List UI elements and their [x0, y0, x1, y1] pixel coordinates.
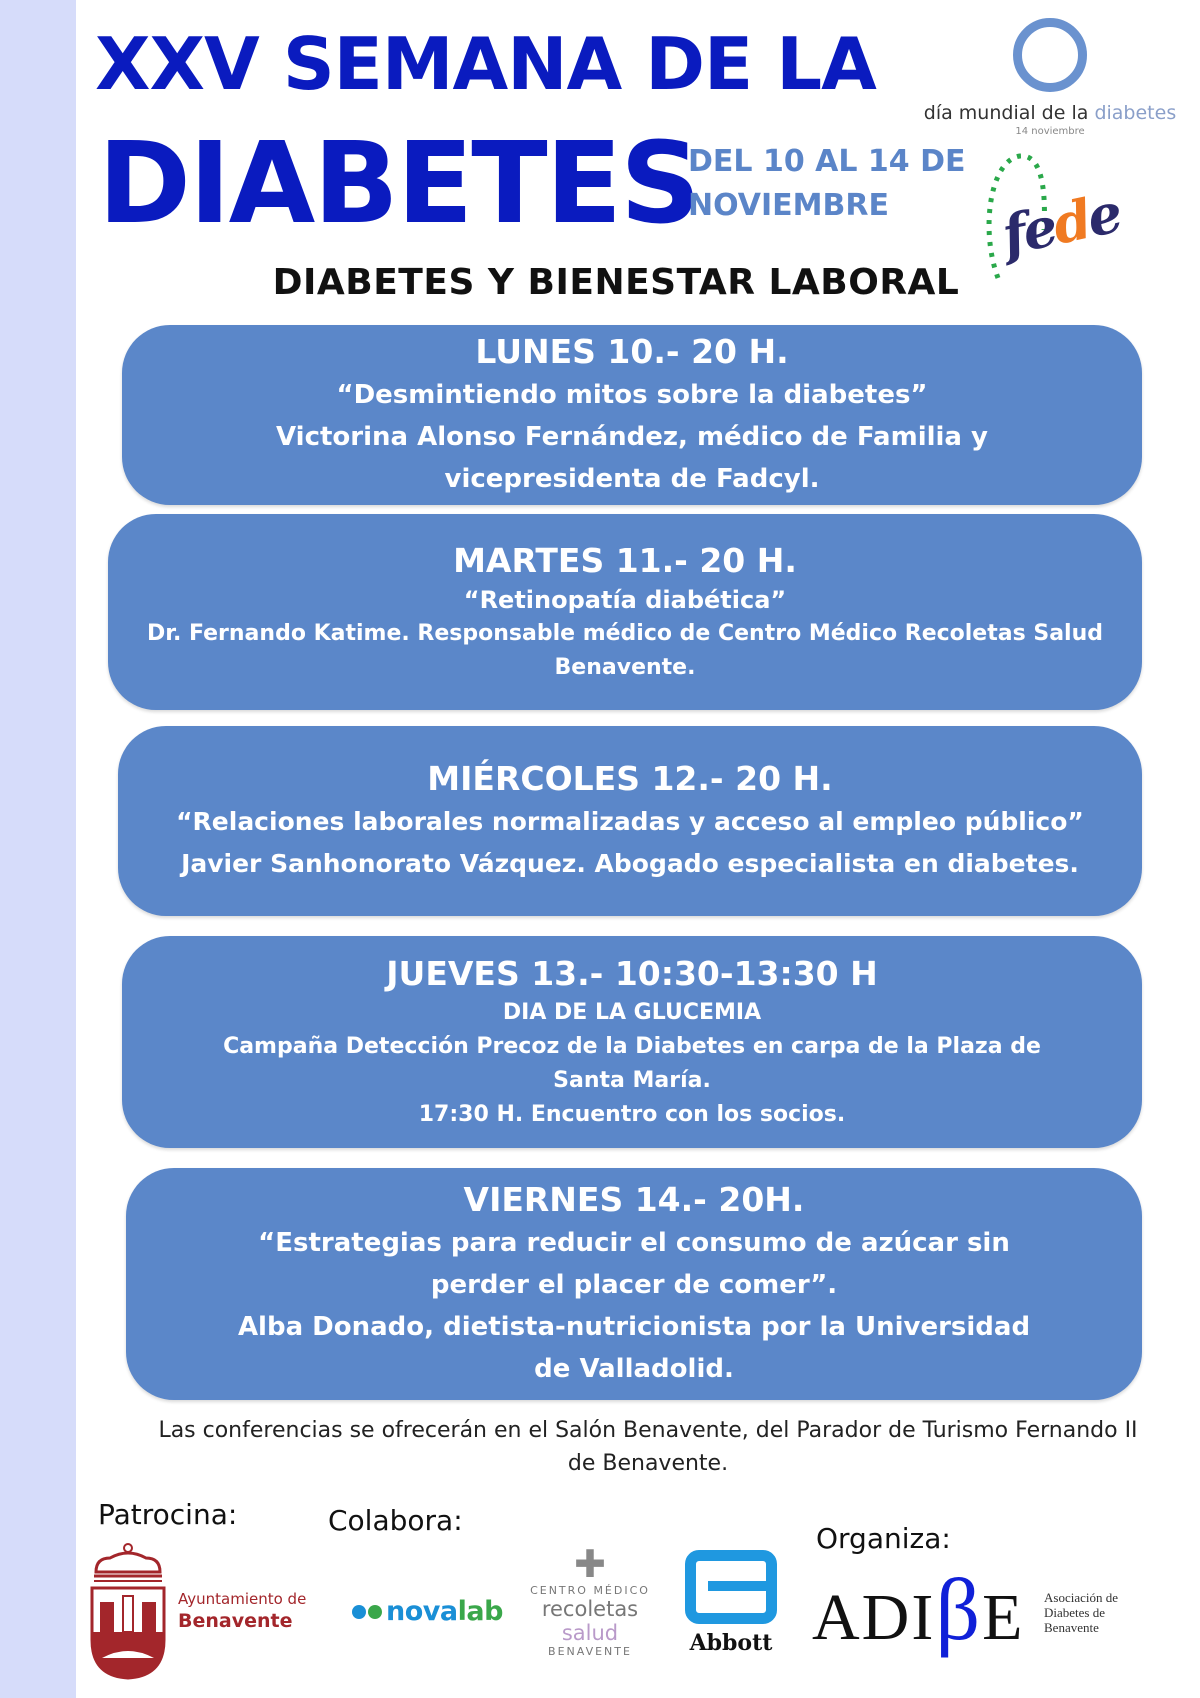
event-speaker: Javier Sanhonorato Vázquez. Abogado especialista en diabetes. — [181, 849, 1079, 878]
event-day: JUEVES 13.- 10:30-13:30 H — [386, 954, 878, 993]
fede-logo — [980, 150, 1126, 290]
event-extra: 17:30 H. Encuentro con los socios. — [418, 1102, 846, 1127]
recoletas-top: CENTRO MÉDICO — [530, 1584, 650, 1597]
venue-note — [150, 1414, 1146, 1480]
recoletas-mid: recoletas salud — [541, 1597, 639, 1645]
event-speaker: Dr. Fernando Katime. Responsable médico de Centro Médico Recoletas Salud — [147, 621, 1103, 646]
dia-mundial-text-dark: día mundial de la — [923, 102, 1089, 124]
left-decorative-strip — [0, 0, 76, 1698]
event-day: VIERNES 14.- 20H. — [463, 1180, 805, 1219]
ayuntamiento-line-1: Ayuntamiento de — [178, 1590, 307, 1608]
coat-of-arms-icon — [88, 1540, 168, 1680]
event-title: “Estrategias para reducir el consumo de azúcar sin — [258, 1228, 1010, 1258]
venue-note-line-1: Las conferencias se ofrecerán en el Salón Benavente, del Parador de Turismo Fernando II — [158, 1418, 1138, 1443]
ayuntamiento-benavente-logo — [178, 1588, 306, 1633]
event-card-lunes — [122, 325, 1142, 505]
abbott-wordmark: Abbott — [689, 1630, 773, 1656]
adibe-logo: ADIβE — [812, 1562, 1025, 1659]
blue-circle-icon — [1013, 18, 1087, 92]
fede-wordmark: fede — [996, 180, 1126, 268]
novalab-wordmark: novalab — [386, 1596, 503, 1627]
event-day: MIÉRCOLES 12.- 20 H. — [427, 759, 833, 798]
recoletas-bottom: BENAVENTE — [548, 1645, 632, 1658]
title-line-2: DIABETES — [98, 119, 699, 249]
event-speaker-cont: Benavente. — [554, 655, 696, 680]
event-title: “Relaciones laborales normalizadas y acceso al empleo público” — [176, 807, 1084, 836]
colabora-label: Colabora: — [328, 1504, 463, 1537]
event-day: MARTES 11.- 20 H. — [453, 541, 797, 580]
poster-subtitle: DIABETES Y BIENESTAR LABORAL — [272, 262, 960, 303]
event-card-viernes — [126, 1168, 1142, 1400]
venue-note-line-2: de Benavente. — [567, 1451, 729, 1476]
event-day: LUNES 10.- 20 H. — [475, 332, 789, 371]
event-title: “Retinopatía diabética” — [463, 586, 787, 614]
dia-mundial-text-light: diabetes — [1094, 102, 1177, 124]
recoletas-salud-logo — [515, 1544, 665, 1658]
event-card-martes — [108, 514, 1142, 710]
dia-mundial-diabetes-logo — [920, 18, 1180, 137]
event-card-miercoles — [118, 726, 1142, 916]
adibe-description: Asociación de Diabetes de Benavente — [1044, 1590, 1119, 1635]
ayuntamiento-line-2: Benavente — [178, 1610, 293, 1632]
event-speaker-cont: vicepresidenta de Fadcyl. — [444, 464, 820, 494]
event-speaker: Alba Donado, dietista-nutricionista por la Universidad — [237, 1312, 1031, 1342]
abbott-a-icon — [685, 1550, 777, 1624]
dates-line-2: NOVIEMBRE — [688, 188, 889, 223]
event-speaker: Victorina Alonso Fernández, médico de Familia y — [276, 422, 988, 452]
event-title-cont: perder el placer de comer”. — [430, 1270, 838, 1300]
novalab-bubbles-icon — [352, 1605, 366, 1619]
event-title: DIA DE LA GLUCEMIA — [502, 1000, 762, 1025]
dia-mundial-date: 14 noviembre — [1015, 126, 1085, 137]
medical-cross-icon: ✚ — [574, 1542, 606, 1586]
dates-line-1: DEL 10 AL 14 DE — [688, 144, 966, 179]
abbott-logo — [683, 1550, 779, 1656]
patrocina-label: Patrocina: — [98, 1498, 238, 1531]
event-description: Campaña Detección Precoz de la Diabetes en carpa de la Plaza de — [223, 1034, 1041, 1059]
dia-mundial-text — [920, 102, 1180, 124]
event-dates — [688, 140, 966, 228]
event-description-cont: Santa María. — [553, 1068, 711, 1093]
beta-symbol-icon: β — [935, 1562, 983, 1659]
title-line-1: XXV SEMANA DE LA — [95, 22, 876, 106]
novalab-logo — [352, 1596, 503, 1627]
organiza-label: Organiza: — [816, 1522, 951, 1555]
event-speaker-cont: de Valladolid. — [534, 1354, 734, 1384]
event-title: “Desmintiendo mitos sobre la diabetes” — [336, 380, 928, 410]
event-card-jueves — [122, 936, 1142, 1148]
